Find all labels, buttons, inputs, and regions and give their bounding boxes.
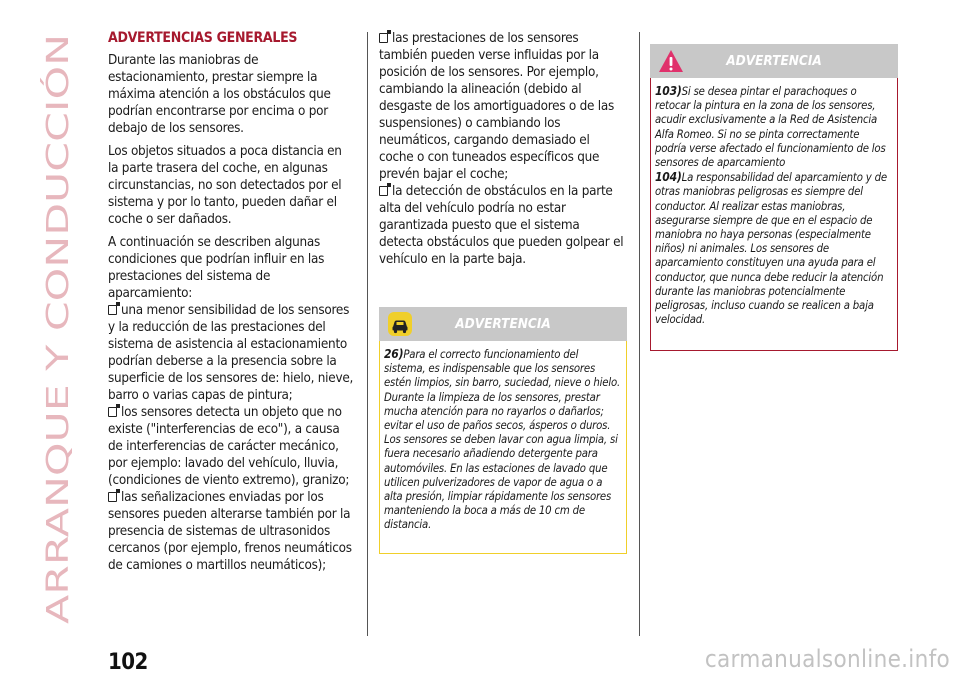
- warning-title: ADVERTENCIA: [455, 316, 551, 332]
- note-number: 26): [384, 347, 404, 361]
- bullet-icon: [108, 305, 117, 315]
- paragraph: Los objetos situados a poca distancia en la parte trasera del coche, en algunas circunstancias, no son detectados por el sistema y por lo tanto, pueden dañar el coche o ser dañados.: [108, 144, 342, 227]
- column-1: [108, 30, 354, 574]
- warning-box-responsibility: [650, 44, 898, 351]
- bullet-icon: [379, 186, 388, 196]
- page-number: 102: [108, 650, 148, 675]
- list-item: una menor sensibilidad de los sensores y la reducción de las prestaciones del sistema de asistencia al estacionamiento podrían deberse a la presencia sobre la superficie de los sensores de: hielo, nieve, barro o varias capas de pintura;: [108, 303, 354, 403]
- column-divider: [367, 32, 368, 636]
- warning-text: Si se desea pintar el parachoques o retocar la pintura en la zona de los sensores, acudir exclusivamente a la Red de Asistencia Alfa Romeo. Si no se pinta correctamente podría verse afectado el funcionamiento de los sensores de aparcamiento: [655, 85, 886, 170]
- warning-item: [655, 84, 893, 170]
- warning-box-cleaning: [379, 307, 627, 554]
- side-title-text: ARRANQUE Y CONDUCCIÓN: [41, 209, 76, 624]
- bullet-icon: [379, 33, 388, 43]
- note-number: 103): [655, 84, 682, 98]
- column-divider: [639, 32, 640, 636]
- warning-text: La responsabilidad del aparcamiento y de otras maniobras peligrosas es siempre del conductor. Al realizar estas maniobras, asegurarse siempre de que en el espacio de maniobra no haya personas (especialmente niños) ni animales. Los sensores de aparcamiento constituyen una ayuda para el conductor, que nunca debe reducir la atención durante las maniobras potencialmente peligrosas, incluso cuando se realicen a baja velocidad.: [655, 171, 887, 327]
- watermark: carmanualsonline.info: [704, 645, 950, 673]
- section-side-title: [22, 24, 82, 634]
- paragraph: Durante las maniobras de estacionamiento, prestar siempre la máxima atención a los obstáculos que podrían encontrarse por encima o por debajo de los sensores.: [108, 53, 331, 136]
- warning-title: ADVERTENCIA: [726, 53, 822, 69]
- list-item: las prestaciones de los sensores también pueden verse influidas por la posición de los sensores. Por ejemplo, cambiando la alineación (debido al desgaste de los amortiguadores o de las suspensiones) o cambiando los neumáticos, cargando demasiado el coche o con tuneados específicos que prevén bajar el coche;: [379, 31, 615, 182]
- list-item: la detección de obstáculos en la parte alta del vehículo podría no estar garantizada puesto que el sistema detecta obstáculos que pueden golpear el vehículo en la parte baja.: [379, 184, 624, 267]
- list-item: los sensores detecta un objeto que no existe ("interferencias de eco"), a causa de interferencias de carácter mecánico, por ejemplo: lavado del vehículo, lluvia, (condiciones de viento extremo), granizo;: [108, 405, 350, 488]
- note-number: 104): [655, 170, 682, 185]
- bullet-icon: [108, 407, 117, 417]
- list-item: las señalizaciones enviadas por los sensores pueden alterarse también por la presencia de sistemas de ultrasonidos cercanos (por ejemplo, frenos neumáticos de camiones o martillos neumáticos);: [108, 490, 352, 573]
- warning-header: [379, 307, 627, 341]
- warning-body: [650, 78, 898, 351]
- warning-item: [655, 170, 893, 327]
- column-2: [379, 30, 627, 268]
- bullet-icon: [108, 492, 117, 502]
- warning-body: [379, 341, 627, 554]
- warning-header: [650, 44, 898, 78]
- paragraph: A continuación se describen algunas condiciones que podrían influir en las prestaciones del sistema de aparcamiento:: [108, 235, 325, 301]
- section-heading: ADVERTENCIAS GENERALES: [108, 30, 298, 46]
- warning-text: Para el correcto funcionamiento del sistema, es indispensable que los sensores estén limpios, sin barro, suciedad, nieve o hielo. Durante la limpieza de los sensores, prestar mucha atención para no rayarlos o dañarlos; evitar el uso de paños secos, ásperos o duros. Los sensores se deben lavar con agua limpia, si fuera necesario añadiendo detergente para automóviles. En las estaciones de lavado que utilicen pulverizadores de vapor de agua o a alta presión, limpiar rápidamente los sensores manteniendo la boca a más de 10 cm de distancia.: [384, 348, 620, 532]
